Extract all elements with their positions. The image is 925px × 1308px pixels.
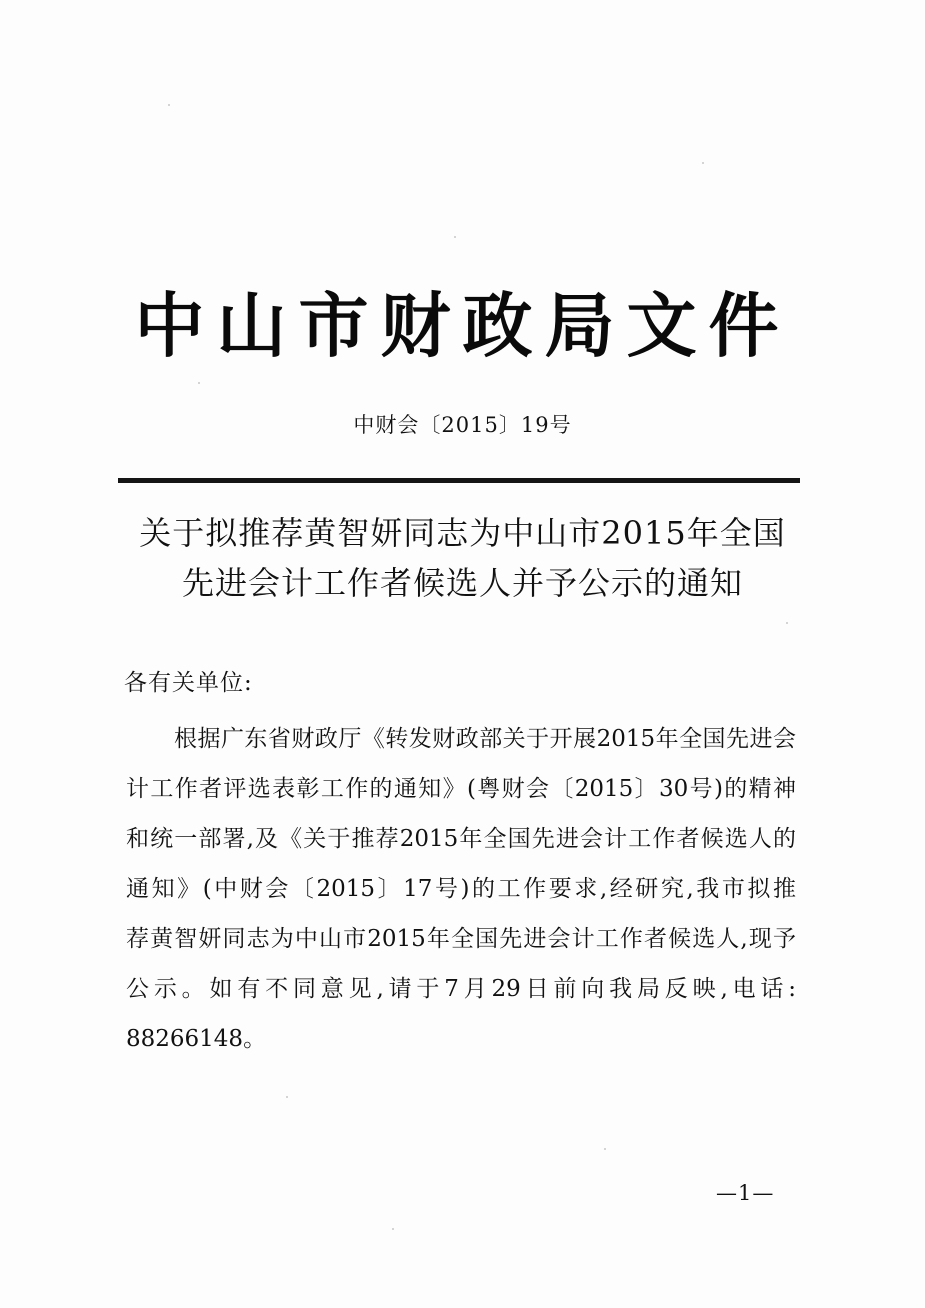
header-rule	[118, 478, 800, 483]
body-text-line: 荐黄智妍同志为中山市2015年全国先进会计工作者候选人,现予	[126, 926, 796, 952]
document-title-line: 关于拟推荐黄智妍同志为中山市2015年全国	[139, 514, 786, 552]
scan-speck	[604, 1148, 606, 1150]
salutation: 各有关单位:	[124, 670, 253, 696]
body-text-line: 根据广东省财政厅《转发财政部关于开展2015年全国先进会	[174, 726, 796, 752]
document-title-line: 先进会计工作者候选人并予公示的通知	[181, 564, 743, 602]
scan-speck	[454, 236, 456, 238]
scan-speck	[198, 382, 200, 384]
page-number: —1—	[716, 1181, 775, 1205]
body-text-line: 公示。如有不同意见,请于7月29日前向我局反映,电话:	[126, 976, 796, 1002]
scan-speck	[168, 104, 170, 106]
scan-speck	[286, 1096, 288, 1098]
body-text-line: 和统一部署,及《关于推荐2015年全国先进会计工作者候选人的	[126, 826, 796, 852]
scan-speck	[786, 622, 788, 624]
issuer-header: 中山市财政局文件	[134, 285, 791, 367]
document-number: 中财会〔2015〕19号	[353, 413, 572, 437]
body-text-line: 通知》(中财会〔2015〕17号)的工作要求,经研究,我市拟推	[126, 876, 796, 902]
body-text-line: 计工作者评选表彰工作的通知》(粤财会〔2015〕30号)的精神	[126, 776, 796, 802]
scan-speck	[702, 162, 704, 164]
scan-speck	[392, 1228, 394, 1230]
body-text-line: 88266148。	[126, 1026, 267, 1052]
